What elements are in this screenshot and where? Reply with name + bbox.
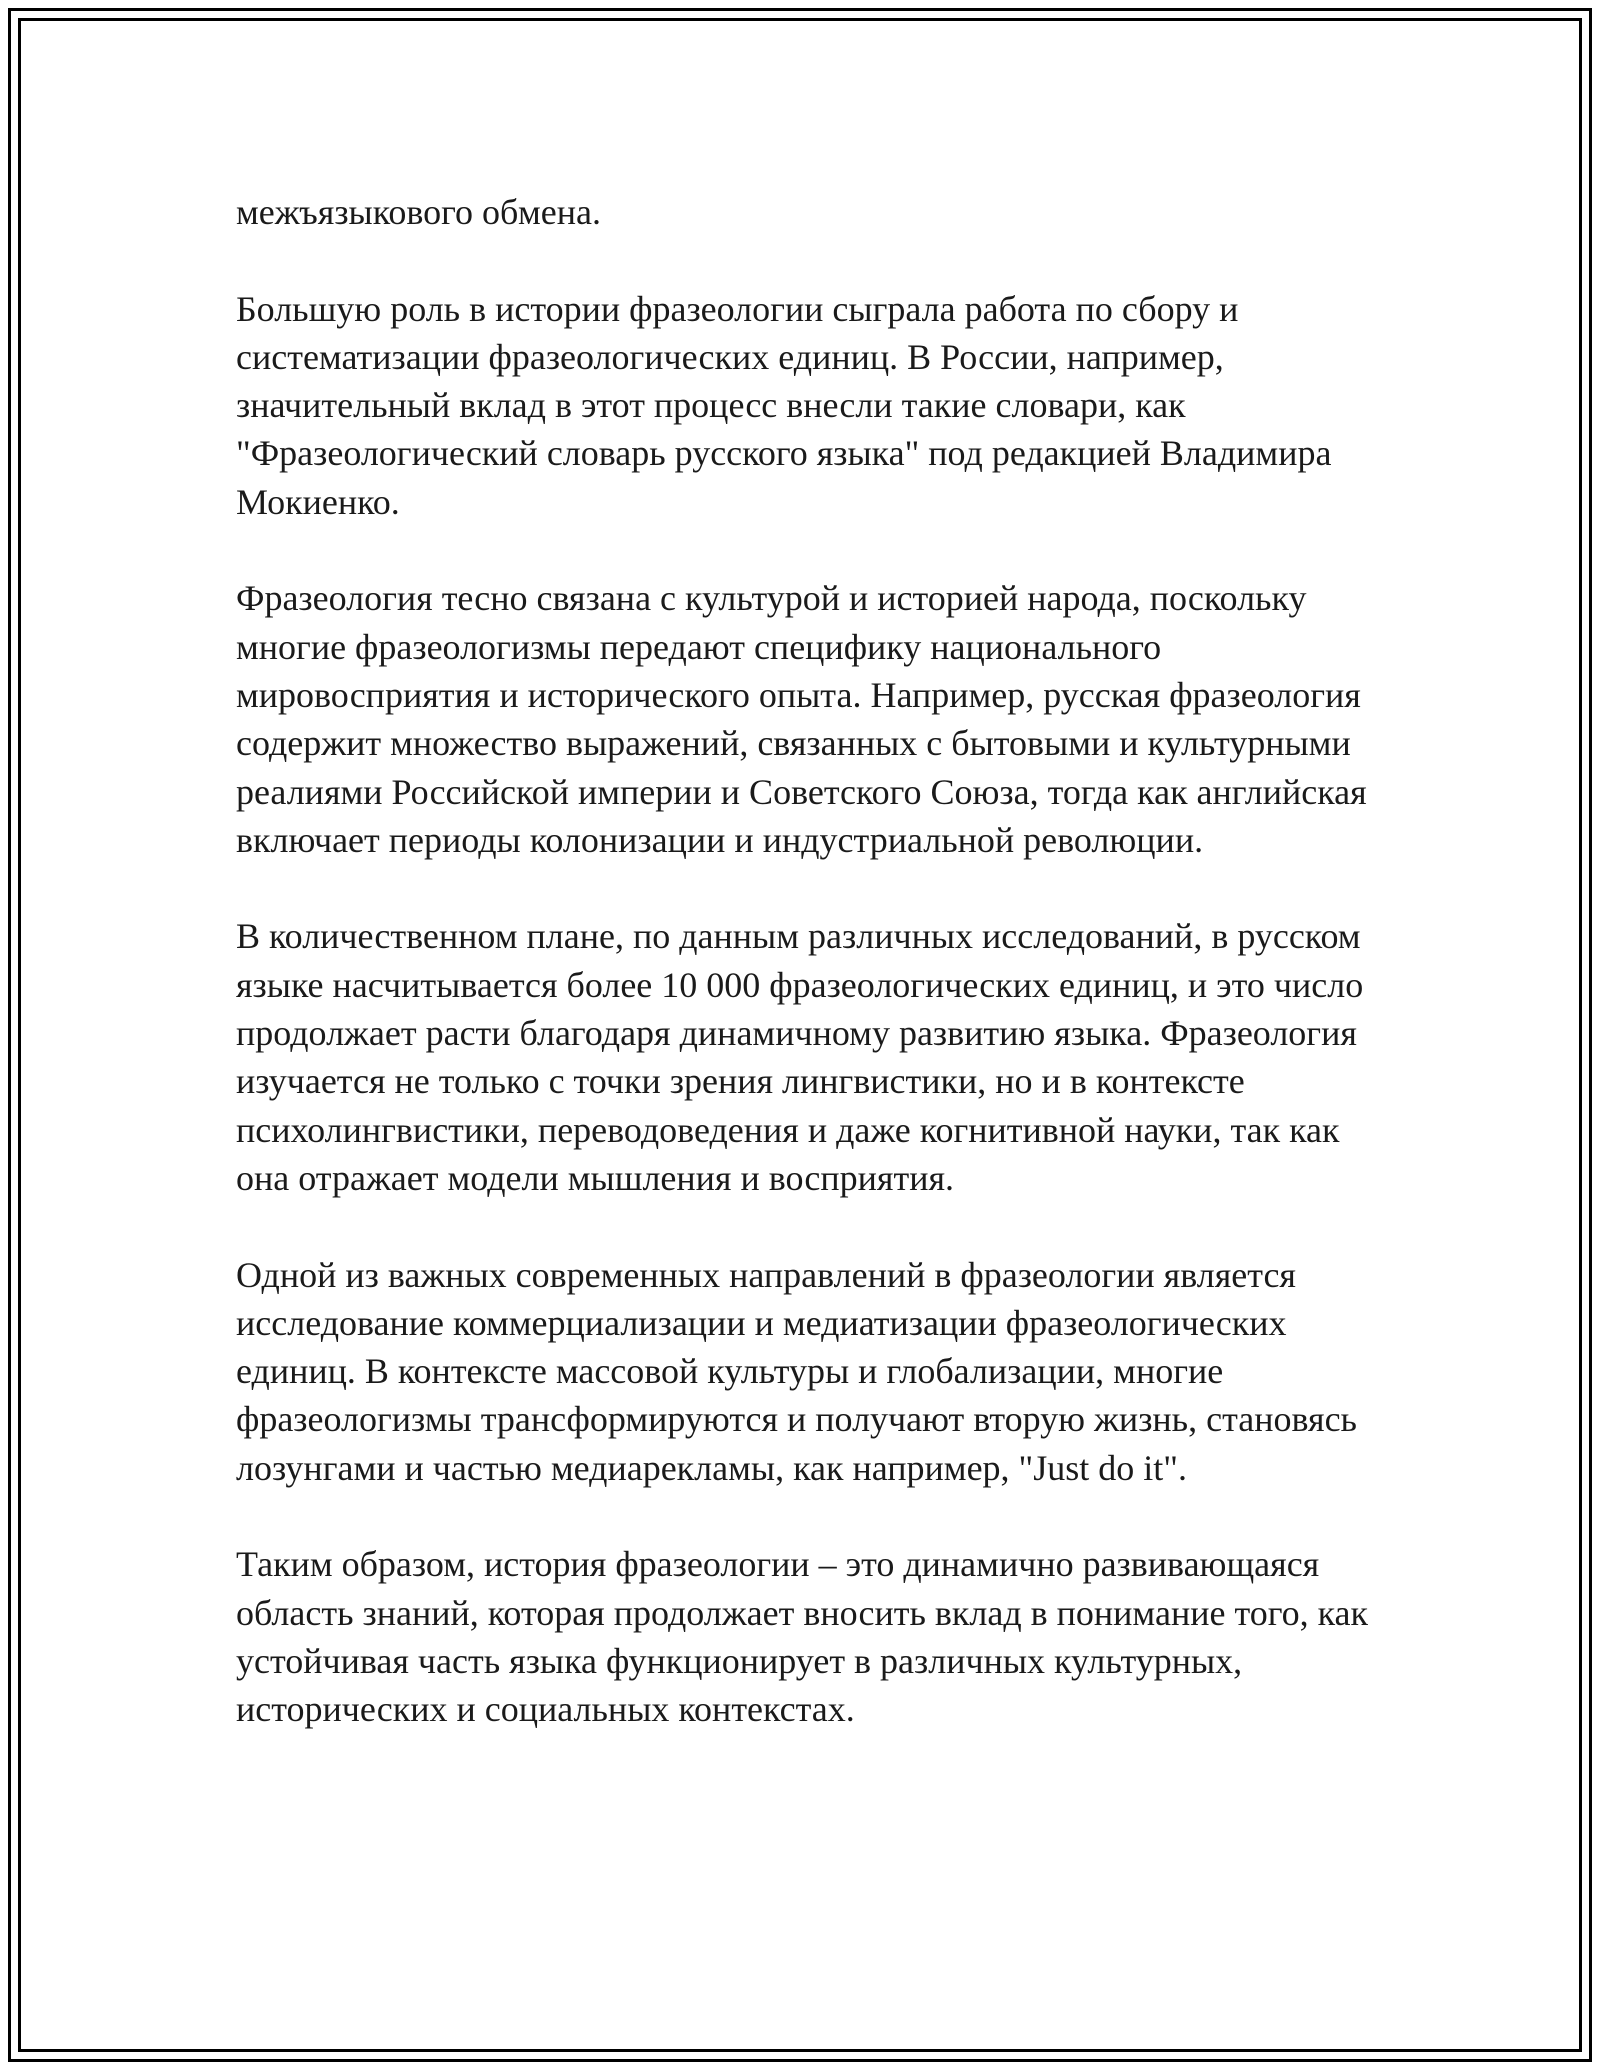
document-body — [236, 188, 1396, 1734]
paragraph-4: В количественном плане, по данным различных исследований, в русском языке насчитывается более 10 000 фразеологических единиц, и это число продолжает расти благодаря динамичному развитию языка. Фразеология изучается не только с точки зрения лингвистики, но и в контексте психолингвистики, переводоведения и даже когнитивной науки, так как она отражает модели мышления и восприятия. — [236, 916, 1364, 1198]
paragraph-2: Большую роль в истории фразеологии сыграла работа по сбору и систематизации фразеологических единиц. В России, например, значительный вклад в этот процесс внесли такие словари, как "Фразеологический словарь русского языка" под редакцией Владимира Мокиенко. — [236, 288, 1332, 522]
paragraph-5: Одной из важных современных направлений в фразеологии является исследование коммерциализации и медиатизации фразеологических единиц. В контексте массовой культуры и глобализации, многие фразеологизмы трансформируются и получают вторую жизнь, становясь лозунгами и частью медиарекламы, как например, "Just do it". — [236, 1254, 1357, 1488]
paragraph-1: межъязыкового обмена. — [236, 192, 601, 232]
paragraph-6: Таким образом, история фразеологии – это динамично развивающаяся область знаний, которая продолжает вносить вклад в понимание того, как устойчивая часть языка функционирует в различных культурных, исторических и социальных контекстах. — [236, 1544, 1368, 1730]
paragraph-3: Фразеология тесно связана с культурой и историей народа, поскольку многие фразеологизмы передают специфику национального мировосприятия и исторического опыта. Например, русская фразеология содержит множество выражений, связанных с бытовыми и культурными реалиями Российской империи и Советского Союза, тогда как английская включает периоды колонизации и индустриальной революции. — [236, 578, 1367, 860]
